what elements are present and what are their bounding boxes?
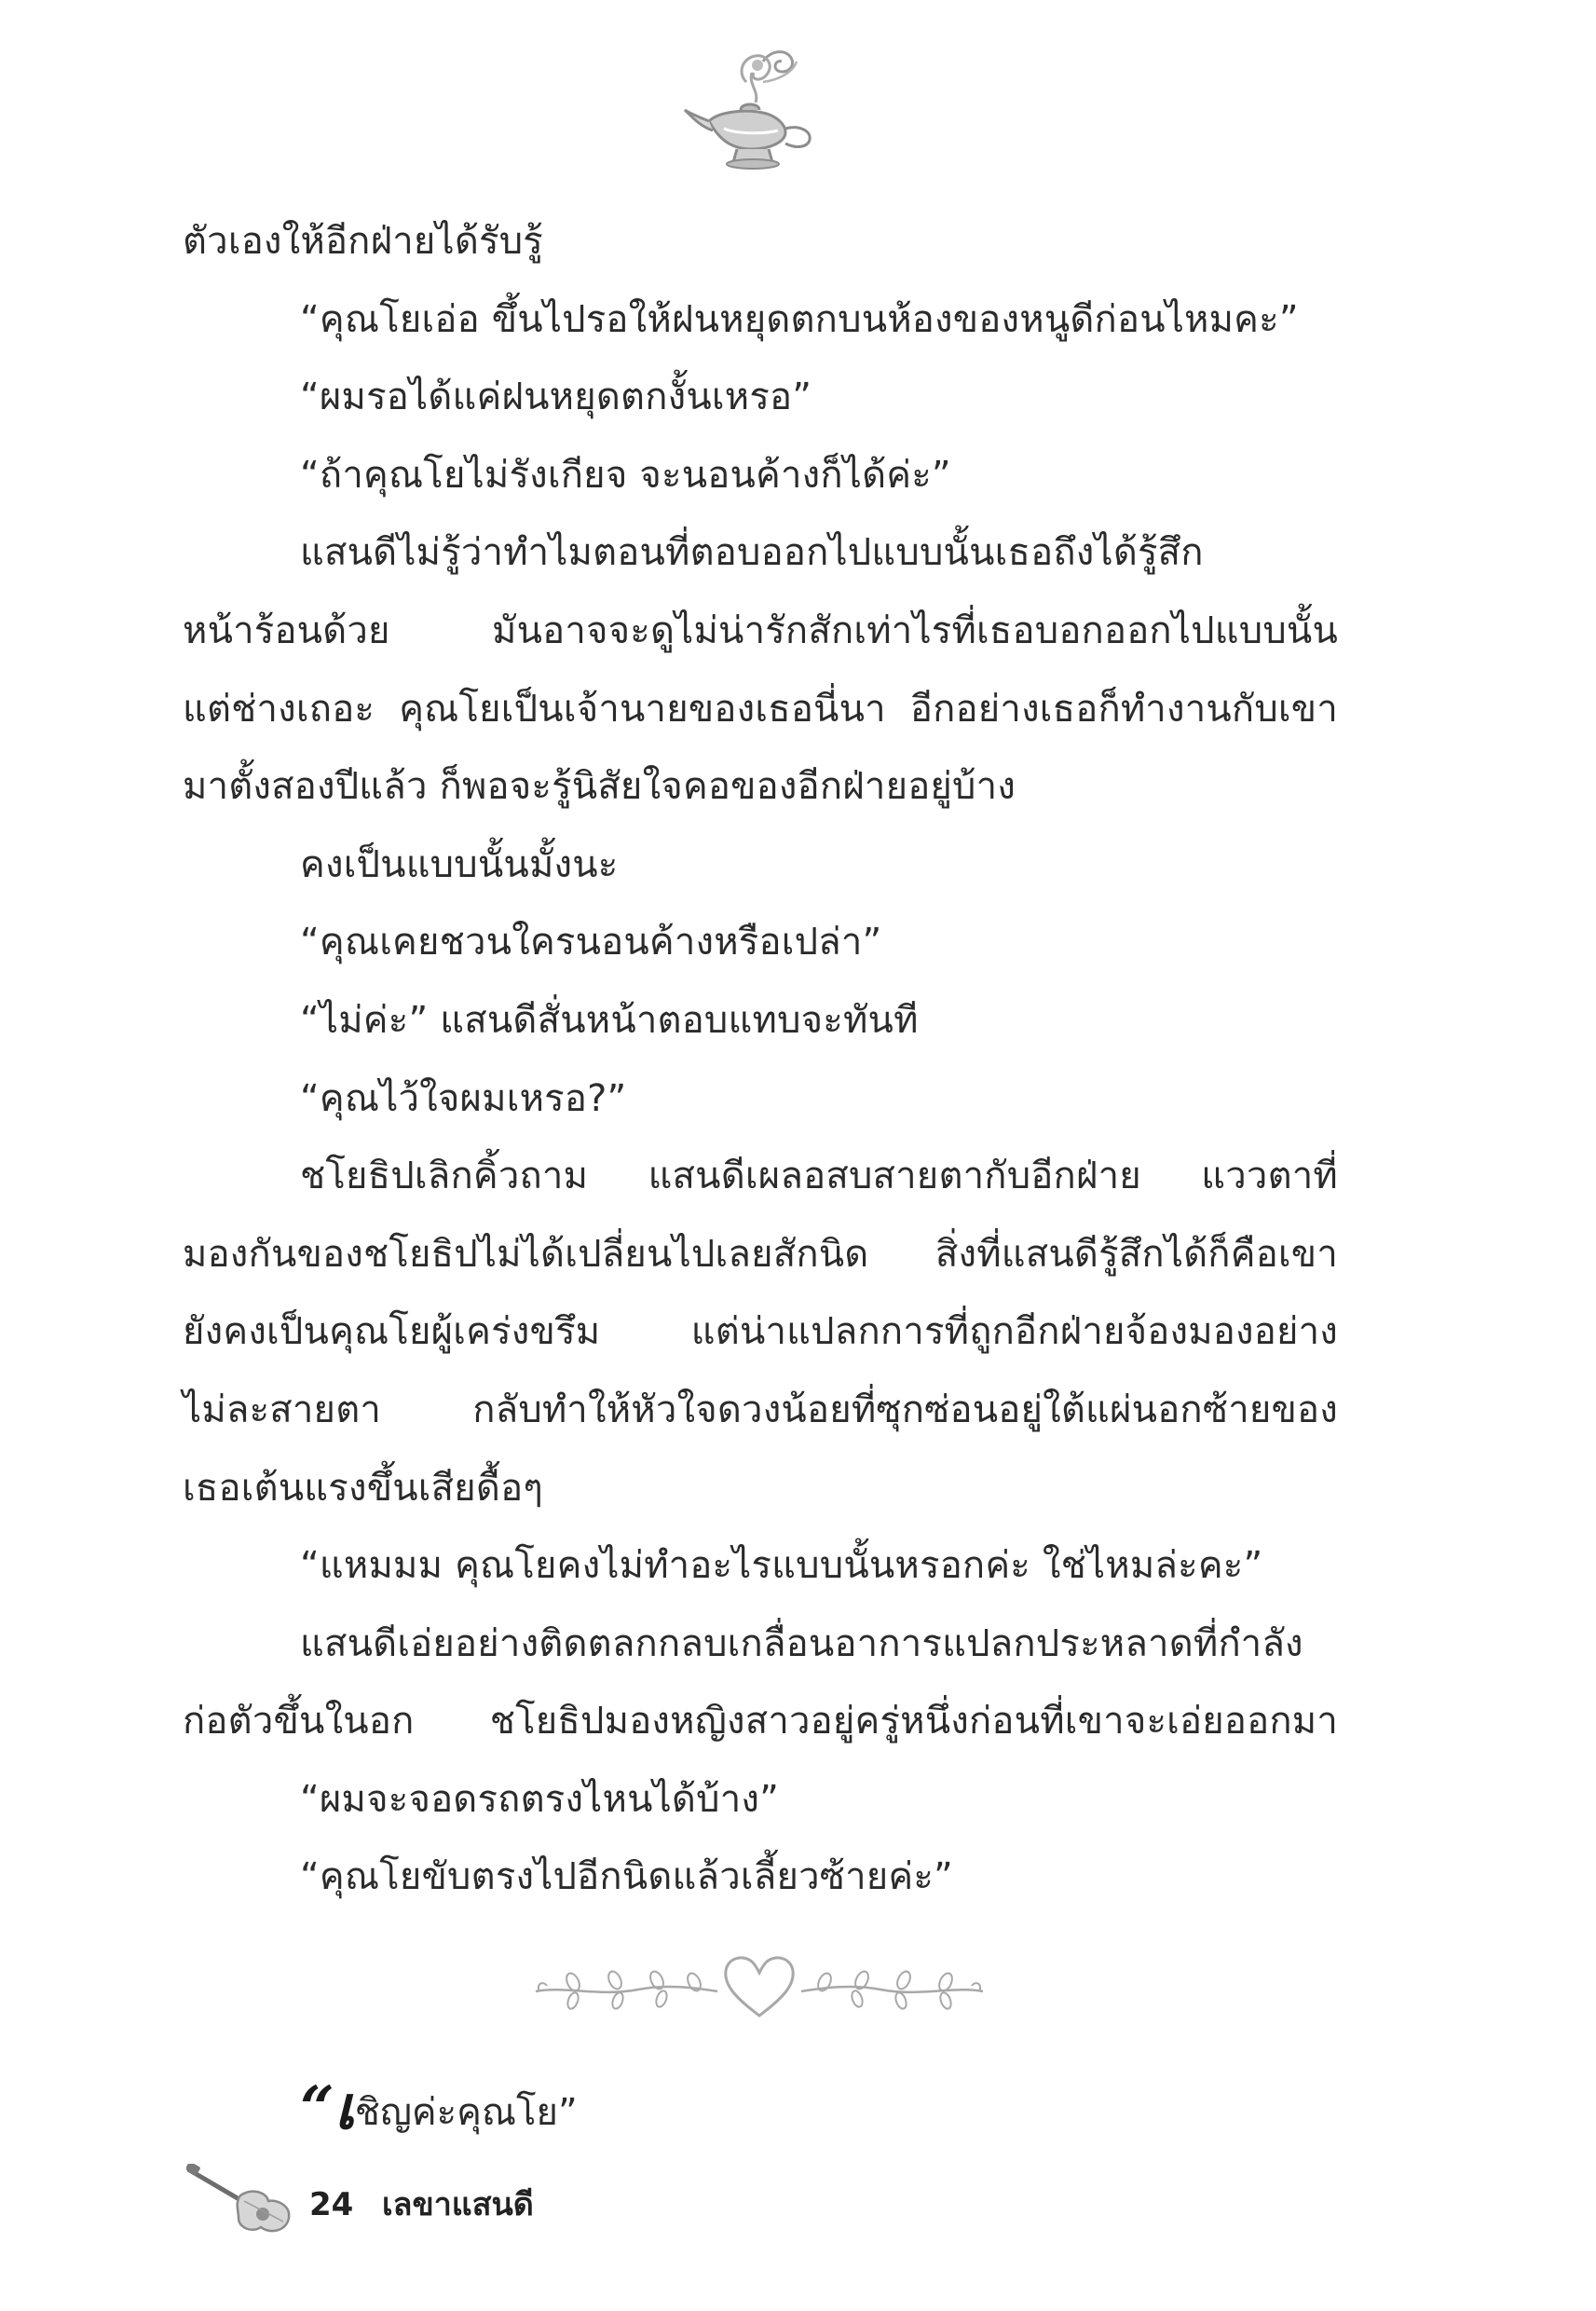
drop-cap: “เ xyxy=(300,2073,355,2143)
section-opening-line xyxy=(300,2067,578,2154)
text-line: “ไม่ค่ะ” แสนดีสั่นหน้าตอบแทบจะทันที xyxy=(300,998,919,1042)
text-line: “ถ้าคุณโยไม่รังเกียจ จะนอนค้างก็ได้ค่ะ” xyxy=(300,453,951,497)
text-line: มองกันของชโยธิปไม่ได้เปลี่ยนไปเลยสักนิด สิ่งที่แสนดีรู้สึกได้ก็คือเขา xyxy=(183,1232,1338,1276)
text-line: หน้าร้อนด้วย มันอาจจะดูไม่น่ารักสักเท่าไรที่เธอบอกออกไปแบบนั้น xyxy=(183,609,1338,652)
text-line: เธอเต้นแรงขึ้นเสียดื้อๆ xyxy=(183,1466,543,1510)
section-opening-text: ชิญค่ะคุณโย” xyxy=(354,2091,578,2134)
text-line: “คุณเคยชวนใครนอนค้างหรือเปล่า” xyxy=(300,921,882,964)
text-line: “คุณโยขับตรงไปอีกนิดแล้วเลี้ยวซ้ายค่ะ” xyxy=(300,1855,953,1899)
text-line: ก่อตัวขึ้นในอก ชโยธิปมองหญิงสาวอยู่ครู่หนึ่งก่อนที่เขาจะเอ่ยออกมา xyxy=(183,1700,1338,1744)
text-line: “ผมจะจอดรถตรงไหนได้บ้าง” xyxy=(300,1777,780,1821)
text-line: ไม่ละสายตา กลับทำให้หัวใจดวงน้อยที่ซุกซ่อนอยู่ใต้แผ่นอกซ้ายของ xyxy=(183,1388,1338,1431)
guitar-icon xyxy=(186,2164,298,2238)
text-line: “ผมรอได้แค่ฝนหยุดตกงั้นเหรอ” xyxy=(300,376,812,419)
heart-vine-divider-icon xyxy=(526,1943,992,2027)
text-line: แต่ช่างเถอะ คุณโยเป็นเจ้านายของเธอนี่นา อีกอย่างเธอก็ทำงานกับเขา xyxy=(183,687,1338,731)
genie-lamp-icon xyxy=(681,45,830,175)
book-title: เลขาแสนดี xyxy=(382,2186,534,2223)
text-line: ตัวเองให้อีกฝ่ายได้รับรู้ xyxy=(183,220,543,263)
text-line: มาตั้งสองปีแล้ว ก็พอจะรู้นิสัยใจคอของอีกฝ่ายอยู่บ้าง xyxy=(183,765,1016,809)
page-footer xyxy=(186,2164,745,2248)
text-line: แสนดีเอ่ยอย่างติดตลกกลบเกลื่อนอาการแปลกประหลาดที่กำลัง xyxy=(300,1621,1303,1665)
text-line: “แหมมม คุณโยคงไม่ทำอะไรแบบนั้นหรอกค่ะ ใช่ไหมล่ะคะ” xyxy=(300,1544,1263,1588)
text-line: “คุณโยเอ่อ ขึ้นไปรอให้ฝนหยุดตกบนห้องของหนูดีก่อนไหมคะ” xyxy=(300,297,1299,341)
text-line: “คุณไว้ใจผมเหรอ?” xyxy=(300,1076,627,1120)
body-text xyxy=(183,203,1338,1917)
page-number: 24 xyxy=(309,2186,354,2223)
text-line: คงเป็นแบบนั้นมั้งนะ xyxy=(300,842,619,886)
text-line: ยังคงเป็นคุณโยผู้เคร่งขรึม แต่น่าแปลกการที่ถูกอีกฝ่ายจ้องมองอย่าง xyxy=(183,1310,1338,1354)
text-line: แสนดีไม่รู้ว่าทำไมตอนที่ตอบออกไปแบบนั้นเธอถึงได้รู้สึก xyxy=(300,531,1204,575)
text-line: ชโยธิปเลิกคิ้วถาม แสนดีเผลอสบสายตากับอีกฝ่าย แววตาที่ xyxy=(300,1155,1338,1198)
